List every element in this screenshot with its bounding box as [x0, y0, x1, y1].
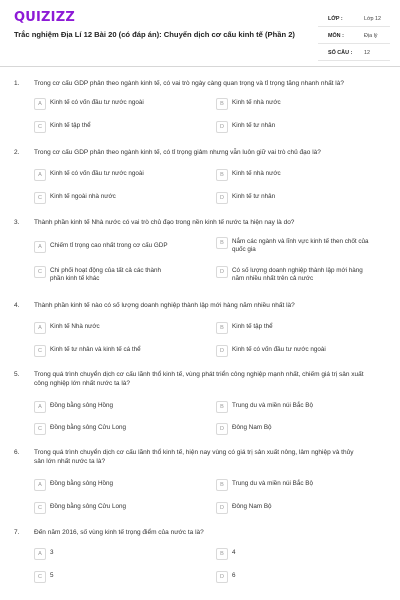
option-letter-c: C — [34, 192, 46, 204]
option-text: Kinh tế Nhà nước — [50, 323, 100, 330]
quizizz-logo: QUIZIZZ — [14, 10, 75, 25]
option-letter-b: B — [216, 322, 228, 334]
option-text: Chi phối hoạt động của tất cả các thành phần kinh tế khác — [50, 267, 161, 282]
option-text: 5 — [50, 572, 54, 579]
option-text: Kinh tế tập thể — [50, 122, 91, 129]
option-letter-a: A — [34, 241, 46, 253]
option-text: 3 — [50, 549, 54, 556]
worksheet-meta — [318, 12, 390, 63]
question-number: 5. — [14, 371, 20, 378]
worksheet-header — [0, 0, 400, 66]
option-letter-a: A — [34, 322, 46, 334]
option-text: Trung du và miền núi Bắc Bộ — [232, 402, 313, 409]
question-count-value: 12 — [364, 50, 370, 56]
option-letter-a: A — [34, 98, 46, 110]
option-letter-a: A — [34, 548, 46, 560]
option-letter-b: B — [216, 237, 228, 249]
option-text: Đông Nam Bộ — [232, 424, 272, 431]
option-text: Kinh tế có vốn đầu tư nước ngoài — [50, 170, 144, 177]
question-text: Trong quá trình chuyển dịch cơ cấu lãnh thổ kinh tế, hiện nay vùng có giá trị sản xuất nông, lâm nghiệp và thủy sản lớn nhất nước ta là? — [34, 449, 354, 465]
option-letter-c: C — [34, 121, 46, 133]
option-letter-d: D — [216, 345, 228, 357]
option-letter-c: C — [34, 423, 46, 435]
question-number: 7. — [14, 529, 20, 536]
question-text: Trong quá trình chuyển dịch cơ cấu lãnh thổ kinh tế, vùng phát triển công nghiệp mạnh nhất, chiếm giá trị sản xuất công nghiệp lớn nhất nước ta là? — [34, 371, 364, 387]
option-letter-d: D — [216, 266, 228, 278]
option-text: Kinh tế tư nhân — [232, 122, 276, 129]
option-text: Nắm các ngành và lĩnh vực kinh tế then chốt của quốc gia — [232, 238, 369, 253]
option-text: Chiếm tỉ trọng cao nhất trong cơ cấu GDP — [50, 242, 168, 249]
option-text: Có số lượng doanh nghiệp thành lập mới hàng năm nhiều nhất trên cả nước — [232, 267, 363, 282]
option-text: Kinh tế tập thể — [232, 323, 273, 330]
question-count-label: SỐ CÂU : — [328, 50, 353, 56]
option-letter-b: B — [216, 401, 228, 413]
option-letter-a: A — [34, 401, 46, 413]
class-label: LỚP : — [328, 16, 343, 22]
option-letter-b: B — [216, 169, 228, 181]
meta-subject-row — [318, 29, 390, 44]
option-letter-c: C — [34, 345, 46, 357]
option-text: 4 — [232, 549, 236, 556]
option-letter-a: A — [34, 169, 46, 181]
class-value: Lớp 12 — [364, 16, 382, 22]
option-letter-b: B — [216, 548, 228, 560]
option-text: Đồng bằng sông Cửu Long — [50, 424, 126, 431]
meta-count-row — [318, 46, 390, 61]
option-letter-d: D — [216, 121, 228, 133]
meta-class-row — [318, 12, 390, 27]
option-text: Kinh tế có vốn đầu tư nước ngoài — [50, 99, 144, 106]
option-text: Đồng bằng sông Hồng — [50, 402, 114, 409]
question-number: 1. — [14, 80, 20, 87]
option-text: Kinh tế tư nhân — [232, 193, 276, 200]
question-number: 3. — [14, 219, 20, 226]
option-letter-b: B — [216, 98, 228, 110]
option-letter-c: C — [34, 266, 46, 278]
option-text: Kinh tế tư nhân và kinh tế cá thể — [50, 346, 141, 353]
subject-label: MÔN : — [328, 33, 344, 39]
question-text: Đến năm 2016, số vùng kinh tế trọng điểm của nước ta là? — [34, 529, 204, 536]
question-text: Trong cơ cấu GDP phân theo ngành kinh tế, có tỉ trọng giảm nhưng vẫn luôn giữ vai trò chủ đạo là? — [34, 149, 321, 156]
option-text: Kinh tế nhà nước — [232, 170, 281, 177]
option-text: 6 — [232, 572, 236, 579]
question-text: Thành phần kinh tế Nhà nước có vai trò chủ đạo trong nền kinh tế nước ta hiện nay là do? — [34, 219, 295, 226]
option-letter-c: C — [34, 502, 46, 514]
worksheet-title: Trắc nghiệm Địa Lí 12 Bài 20 (có đáp án): Chuyển dịch cơ cấu kinh tế (Phần 2) — [14, 30, 295, 39]
question-text: Thành phần kinh tế nào có số lượng doanh nghiệp thành lập mới hàng năm nhiều nhất là? — [34, 302, 295, 309]
option-letter-d: D — [216, 571, 228, 583]
option-text: Đông Nam Bộ — [232, 503, 272, 510]
subject-value: Địa lý — [364, 33, 378, 39]
option-text: Kinh tế có vốn đầu tư nước ngoài — [232, 346, 326, 353]
question-number: 6. — [14, 449, 20, 456]
header-divider — [0, 66, 400, 67]
question-number: 4. — [14, 302, 20, 309]
option-letter-d: D — [216, 423, 228, 435]
option-letter-d: D — [216, 502, 228, 514]
option-text: Đồng bằng sông Hồng — [50, 480, 114, 487]
option-letter-b: B — [216, 479, 228, 491]
question-number: 2. — [14, 149, 20, 156]
option-letter-c: C — [34, 571, 46, 583]
option-text: Trung du và miền núi Bắc Bộ — [232, 480, 313, 487]
option-letter-d: D — [216, 192, 228, 204]
option-text: Kinh tế nhà nước — [232, 99, 281, 106]
option-text: Kinh tế ngoài nhà nước — [50, 193, 116, 200]
option-text: Đồng bằng sông Cửu Long — [50, 503, 126, 510]
option-letter-a: A — [34, 479, 46, 491]
question-text: Trong cơ cấu GDP phân theo ngành kinh tế, có vai trò ngày càng quan trọng và tỉ trọng tăng nhanh nhất là? — [34, 80, 344, 87]
